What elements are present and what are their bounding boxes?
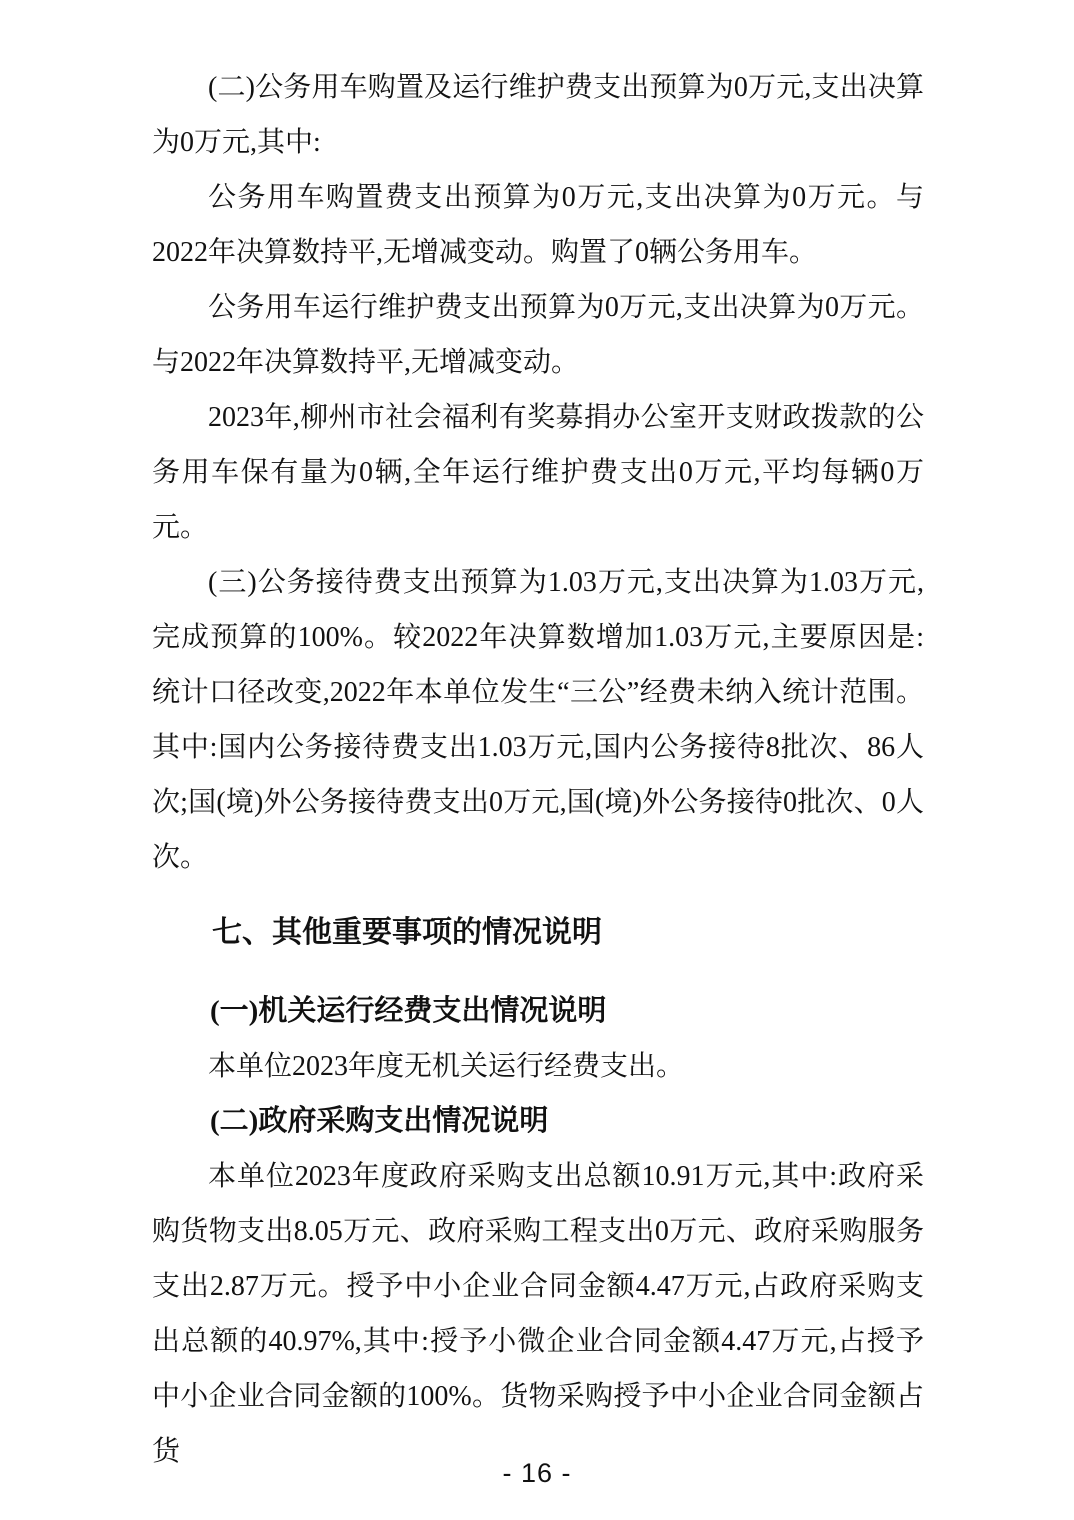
paragraph-agency-operating-expenses: 本单位2023年度无机关运行经费支出。 bbox=[208, 1051, 685, 1082]
paragraph-vehicle-holding: 2023年,柳州市社会福利有奖募捐办公室开支财政拨款的公务用车保有量为0辆,全年运行维护费支出0万元,平均每辆0万元。 bbox=[152, 402, 924, 543]
page-number: - 16 - bbox=[502, 1458, 572, 1488]
subsection-heading-government-procurement: (二)政府采购支出情况说明 bbox=[210, 1105, 549, 1137]
paragraph-vehicle-purchase: 公务用车购置费支出预算为0万元,支出决算为0万元。与2022年决算数持平,无增减变动。购置了0辆公务用车。 bbox=[152, 182, 924, 268]
section-heading-other-important-matters: 七、其他重要事项的情况说明 bbox=[212, 916, 602, 949]
paragraph-vehicle-total: (二)公务用车购置及运行维护费支出预算为0万元,支出决算为0万元,其中: bbox=[152, 72, 924, 158]
document-content bbox=[152, 60, 924, 1479]
subsection-heading-agency-operating-expenses: (一)机关运行经费支出情况说明 bbox=[210, 995, 607, 1027]
paragraph-official-reception: (三)公务接待费支出预算为1.03万元,支出决算为1.03万元,完成预算的100%。较2022年决算数增加1.03万元,主要原因是:统计口径改变,2022年本单位发生“三公”经费未纳入统计范围。其中:国内公务接待费支出1.03万元,国内公务接待8批次、86人次;国(境)外公务接待费支出0万元,国(境)外公务接待0批次、0人次。 bbox=[152, 567, 924, 873]
paragraph-vehicle-maintenance: 公务用车运行维护费支出预算为0万元,支出决算为0万元。与2022年决算数持平,无增减变动。 bbox=[152, 292, 924, 378]
paragraph-government-procurement: 本单位2023年度政府采购支出总额10.91万元,其中:政府采购货物支出8.05万元、政府采购工程支出0万元、政府采购服务支出2.87万元。授予中小企业合同金额4.47万元,占政府采购支出总额的40.97%,其中:授予小微企业合同金额4.47万元,占授予中小企业合同金额的100%。货物采购授予中小企业合同金额占货 bbox=[152, 1161, 924, 1467]
